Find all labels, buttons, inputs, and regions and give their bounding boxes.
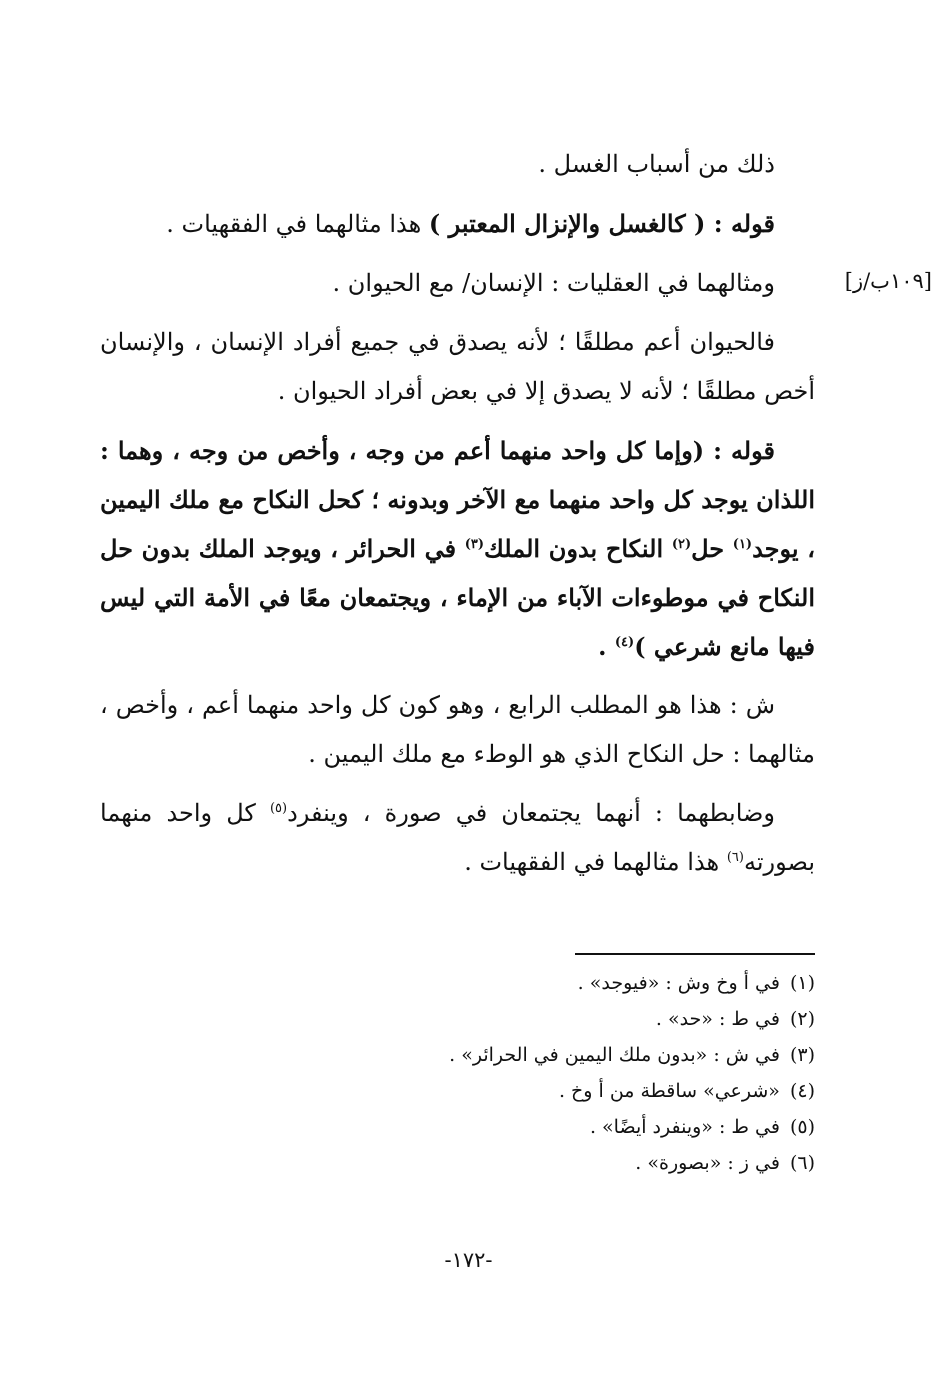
- footnote-2: [300, 1001, 815, 1037]
- p7-text-c: هذا مثالهما في الفقهيات .: [464, 848, 727, 876]
- quote-text-d: في الحرائر ، ويوجد الملك بدون حل النكاح في موطوءات الآباء من الإماء ، ويجتمعان معًا في الأمة التي ليس فيها مانع شرعي ): [100, 534, 815, 661]
- footnote-6: [300, 1145, 815, 1181]
- paragraph-1: ذلك من أسباب الغسل .: [538, 150, 775, 178]
- footnote-separator: [575, 953, 815, 955]
- footnote-ref-6: (٦): [726, 850, 744, 865]
- footnote-number: (١): [789, 972, 815, 994]
- footnote-text: في ز : «بصورة» .: [635, 1152, 780, 1174]
- quote-text-c: النكاح بدون الملك: [484, 534, 672, 563]
- marginal-folio-note: [١٠٩ب/ز]: [844, 269, 932, 293]
- paragraph-5-quote: [100, 426, 815, 671]
- paragraph-3: ومثالهما في العقليات : الإنسان/ مع الحيوان .: [332, 269, 775, 297]
- footnote-ref-2: (٢): [671, 537, 692, 552]
- footnote-text: في أ وخ وش : «فيوجد» .: [577, 972, 780, 994]
- footnote-text: في ش : «بدون ملك اليمين في الحرائر» .: [449, 1044, 780, 1066]
- footnote-4: [300, 1073, 815, 1109]
- paragraph-6: ش : هذا هو المطلب الرابع ، وهو كون كل واحد منهما أعم ، وأخص ، مثالهما : حل النكاح الذي هو الوطء مع ملك اليمين .: [100, 691, 815, 768]
- quote-tail: هذا مثالهما في الفقهيات .: [166, 210, 429, 238]
- footnote-number: (٦): [789, 1152, 815, 1174]
- main-text: [100, 140, 815, 887]
- footnote-number: (٣): [789, 1044, 815, 1066]
- footnote-number: (٤): [789, 1080, 815, 1102]
- footnote-text: «شرعي» ساقطة من أ وخ .: [558, 1080, 780, 1102]
- footnote-ref-5: (٥): [269, 801, 288, 816]
- footnote-text: في ط : «وينفرد أيضًا» .: [589, 1116, 780, 1138]
- footnote-ref-4: (٤): [614, 635, 635, 650]
- quote-text-b: حل: [691, 534, 733, 563]
- footnote-number: (٥): [789, 1116, 815, 1138]
- footnote-3: [300, 1037, 815, 1073]
- footnote-text: في ط : «حد» .: [655, 1008, 780, 1030]
- p7-text-b: كل واحد منهما بصورته: [100, 799, 815, 876]
- footnote-ref-3: (٣): [464, 537, 485, 552]
- p7-text-a: وضابطهما : أنهما يجتمعان في صورة ، وينفرد: [287, 799, 775, 827]
- footnote-number: (٢): [789, 1008, 815, 1030]
- quote-text-end: .: [598, 632, 615, 661]
- paragraph-4: فالحيوان أعم مطلقًا ؛ لأنه يصدق في جميع أفراد الإنسان ، والإنسان أخص مطلقًا ؛ لأنه لا يصدق إلا في بعض أفراد الحيوان .: [100, 328, 815, 405]
- quote-lead: قوله : ( كالغسل والإنزال المعتبر ): [428, 209, 775, 238]
- page-number: -١٧٢-: [444, 1248, 493, 1272]
- paragraph-7: [100, 789, 815, 887]
- footnote-ref-1: (١): [732, 537, 753, 552]
- footnotes: [300, 965, 815, 1181]
- paragraph-2: [100, 199, 815, 249]
- quote-text-a: قوله : (وإما كل واحد منهما أعم من وجه ، وأخص من وجه ، وهما : اللذان يوجد كل واحد منهما مع الآخر وبدونه ؛ كحل النكاح مع ملك اليمين ، يوجد: [100, 436, 815, 563]
- footnote-1: [300, 965, 815, 1001]
- footnote-5: [300, 1109, 815, 1145]
